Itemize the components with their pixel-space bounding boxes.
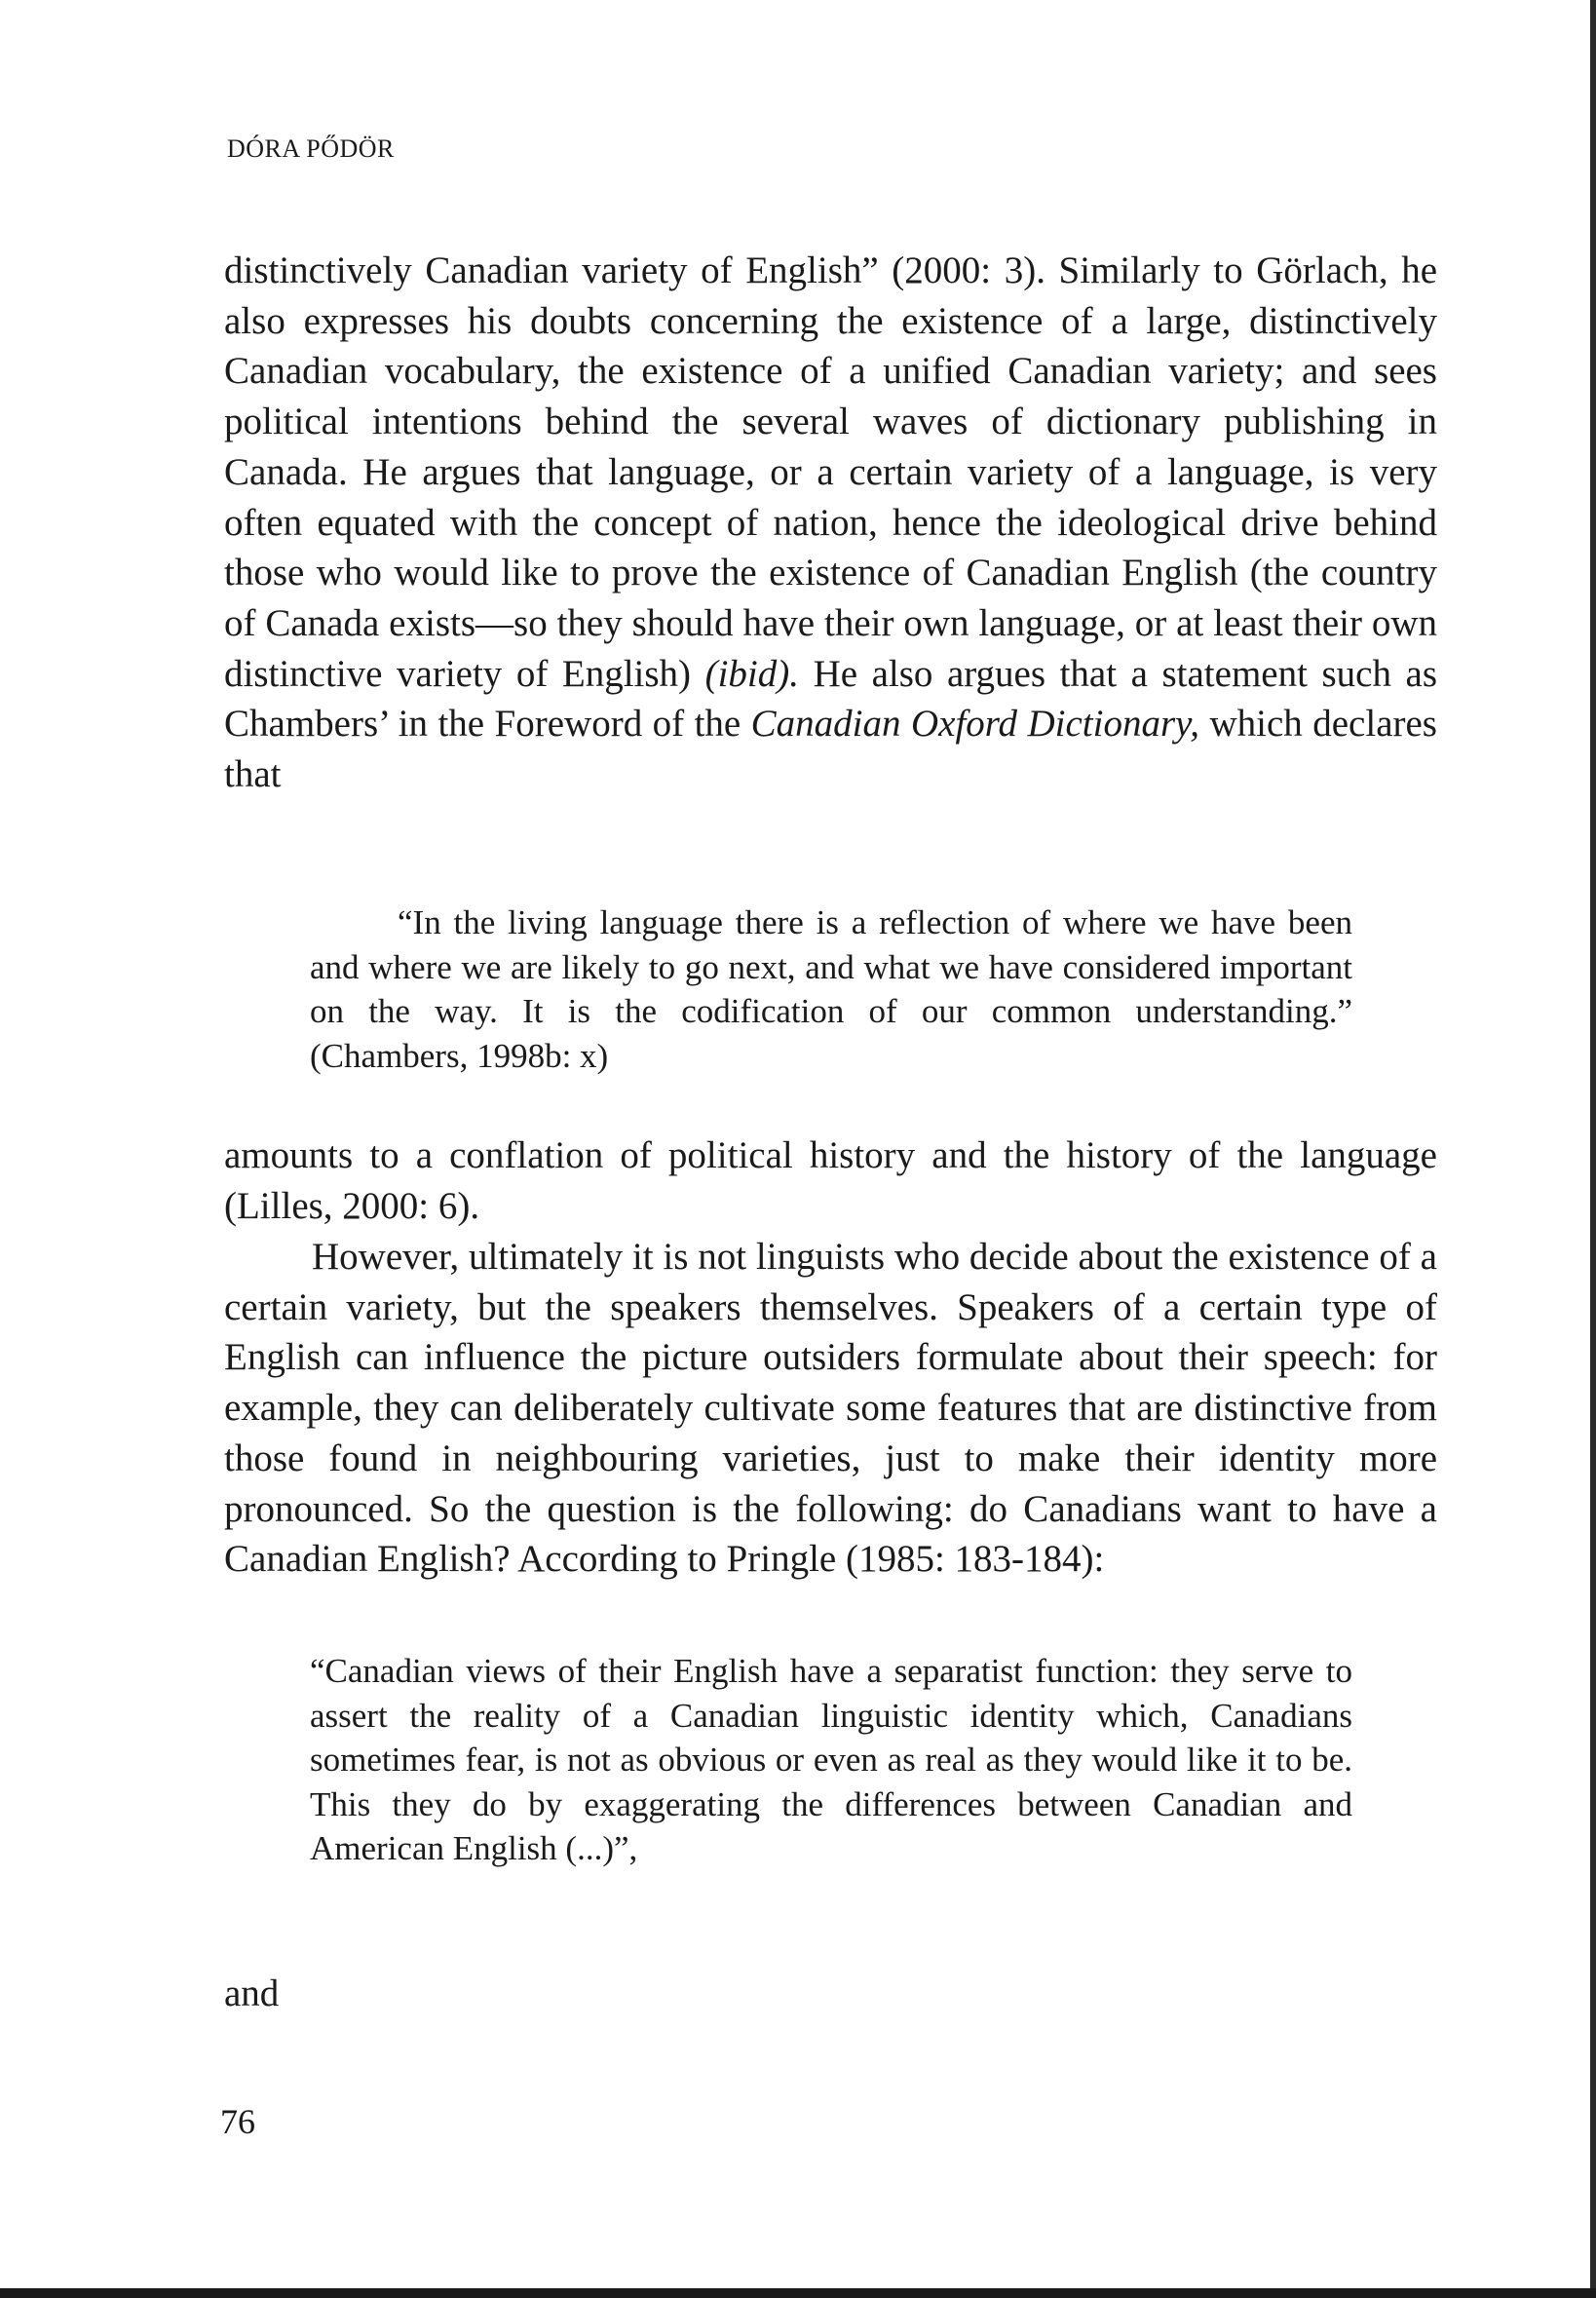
block-quote-chambers: “In the living language there is a reflection of where we have been and where we are likely to go next, and what we have considered important on the way. It is the codification of our common understanding.” (Chambers, 1998b: x) xyxy=(310,903,1352,1075)
paragraph-1-text-c: which declares that xyxy=(224,703,1437,796)
page-edge-bottom xyxy=(0,2288,1596,2298)
page-number: 76 xyxy=(220,2102,255,2141)
block-quote-pringle: “Canadian views of their English have a separatist function: they serve to assert the reality of a Canadian linguistic identity which, Canadians sometimes fear, is not as obvious or even as real as they would like it to be. This they do by exaggerating the differences between Canadian and American English (...)”, xyxy=(310,1652,1352,1867)
paragraph-2: amounts to a conflation of political history and the history of the language (Lilles, 2000: 6). xyxy=(224,1134,1437,1227)
running-head: DÓRA PŐDÖR xyxy=(227,134,395,163)
paragraph-4: and xyxy=(224,1972,280,2014)
page-edge-right xyxy=(1590,0,1596,2298)
paragraph-1 xyxy=(224,246,1437,800)
ibid-citation: (ibid). xyxy=(704,652,800,695)
dictionary-title: Canadian Oxford Dictionary, xyxy=(750,703,1200,746)
paragraph-1-text-b: He also argues that a statement such as Chambers’ in the Foreword of the xyxy=(224,652,1438,746)
paragraph-1-text-a: distinctively Canadian variety of English” (2000: 3). Similarly to Görlach, he also expresses his doubts concerning the existence of a large, distinctively Canadian vocabulary, the existence of a unified Canadian variety; and sees political intentions behind the several waves of dictionary publishing in Canada. He argues that language, or a certain variety of a language, is very often equated with the concept of nation, hence the ideological drive behind those who would like to prove the existence of Canadian English (the country of Canada exists—so they should have their own language, or at least their own distinctive variety of English) xyxy=(224,249,1437,695)
paragraph-3: However, ultimately it is not linguists who decide about the existence of a certain variety, but the speakers themselves. Speakers of a certain type of English can influence the picture outsiders formulate about their speech: for example, they can deliberately cultivate some features that are distinctive from those found in neighbouring varieties, just to make their identity more pronounced. So the question is the following: do Canadians want to have a Canadian English? According to Pringle (1985: 183-184): xyxy=(224,1236,1437,1581)
